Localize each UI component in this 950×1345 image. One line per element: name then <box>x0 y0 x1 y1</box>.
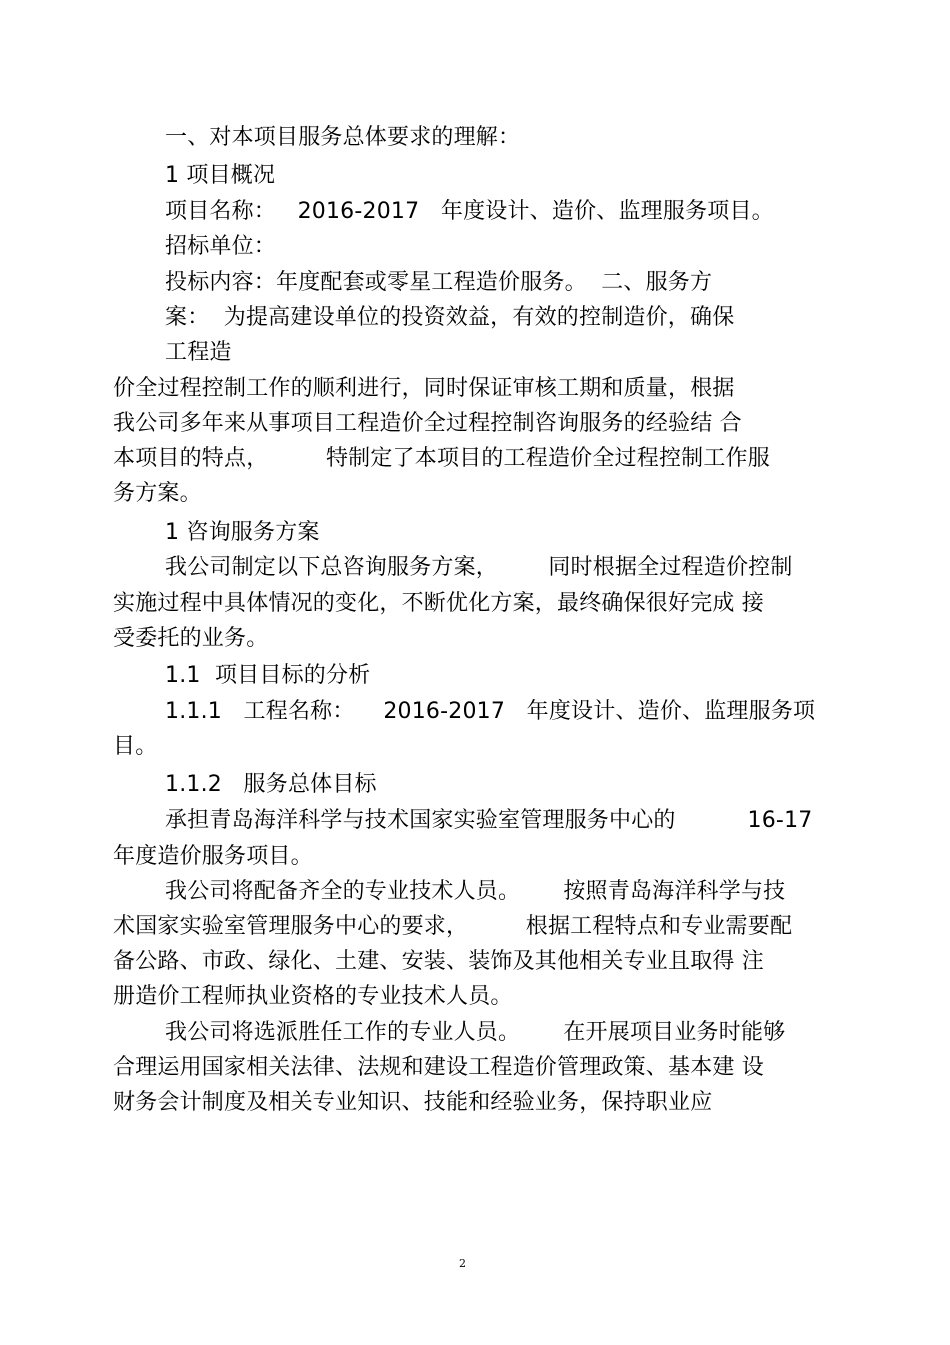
bidding-unit-line: 招标单位： <box>165 234 277 259</box>
project-name-line: 项目名称： 2016-2017 年度设计、造价、监理服务项目。 <box>165 199 774 224</box>
paragraph-line: 价全过程控制工作的顺利进行，同时保证审核工期和质量，根据 <box>113 376 735 401</box>
bid-content-line: 投标内容：年度配套或零星工程造价服务。 二、服务方 <box>165 270 713 295</box>
paragraph-line: 受委托的业务。 <box>113 626 269 651</box>
paragraph-line: 工程造 <box>165 340 232 365</box>
heading-target-analysis: 1.1 项目目标的分析 <box>165 663 371 688</box>
paragraph-line: 年度造价服务项目。 <box>113 844 313 869</box>
paragraph-line: 我公司将选派胜任工作的专业人员。 在开展项目业务时能够 <box>165 1020 786 1045</box>
project-name-item: 1.1.1 工程名称： 2016-2017 年度设计、造价、监理服务项 <box>165 699 816 724</box>
paragraph-line: 我公司多年来从事项目工程造价全过程控制咨询服务的经验结 合 <box>113 411 742 436</box>
paragraph-line: 我公司制定以下总咨询服务方案， 同时根据全过程造价控制 <box>165 555 793 580</box>
page-number: 2 <box>459 1257 466 1270</box>
paragraph-line: 目。 <box>113 734 158 759</box>
service-plan-line: 案： 为提高建设单位的投资效益，有效的控制造价，确保 <box>165 305 735 330</box>
paragraph-line: 务方案。 <box>113 481 202 506</box>
paragraph-line: 备公路、市政、绿化、土建、安装、装饰及其他相关专业且取得 注 <box>113 949 764 974</box>
paragraph-line: 实施过程中具体情况的变化，不断优化方案，最终确保很好完成 接 <box>113 591 764 616</box>
paragraph-line: 承担青岛海洋科学与技术国家实验室管理服务中心的 16-17 <box>165 808 813 833</box>
paragraph-line: 我公司将配备齐全的专业技术人员。 按照青岛海洋科学与技 <box>165 879 786 904</box>
heading-consulting-plan: 1 咨询服务方案 <box>165 520 320 545</box>
paragraph-line: 合理运用国家相关法律、法规和建设工程造价管理政策、基本建 设 <box>113 1055 764 1080</box>
paragraph-line: 术国家实验室管理服务中心的要求， 根据工程特点和专业需要配 <box>113 914 793 939</box>
heading-project-overview: 1 项目概况 <box>165 163 276 188</box>
paragraph-line: 本项目的特点， 特制定了本项目的工程造价全过程控制工作服 <box>113 446 770 471</box>
heading-overall-target: 1.1.2 服务总体目标 <box>165 772 377 797</box>
section-heading-understanding: 一、对本项目服务总体要求的理解： <box>165 125 521 150</box>
paragraph-line: 册造价工程师执业资格的专业技术人员。 <box>113 984 513 1009</box>
paragraph-line: 财务会计制度及相关专业知识、技能和经验业务，保持职业应 <box>113 1090 713 1115</box>
